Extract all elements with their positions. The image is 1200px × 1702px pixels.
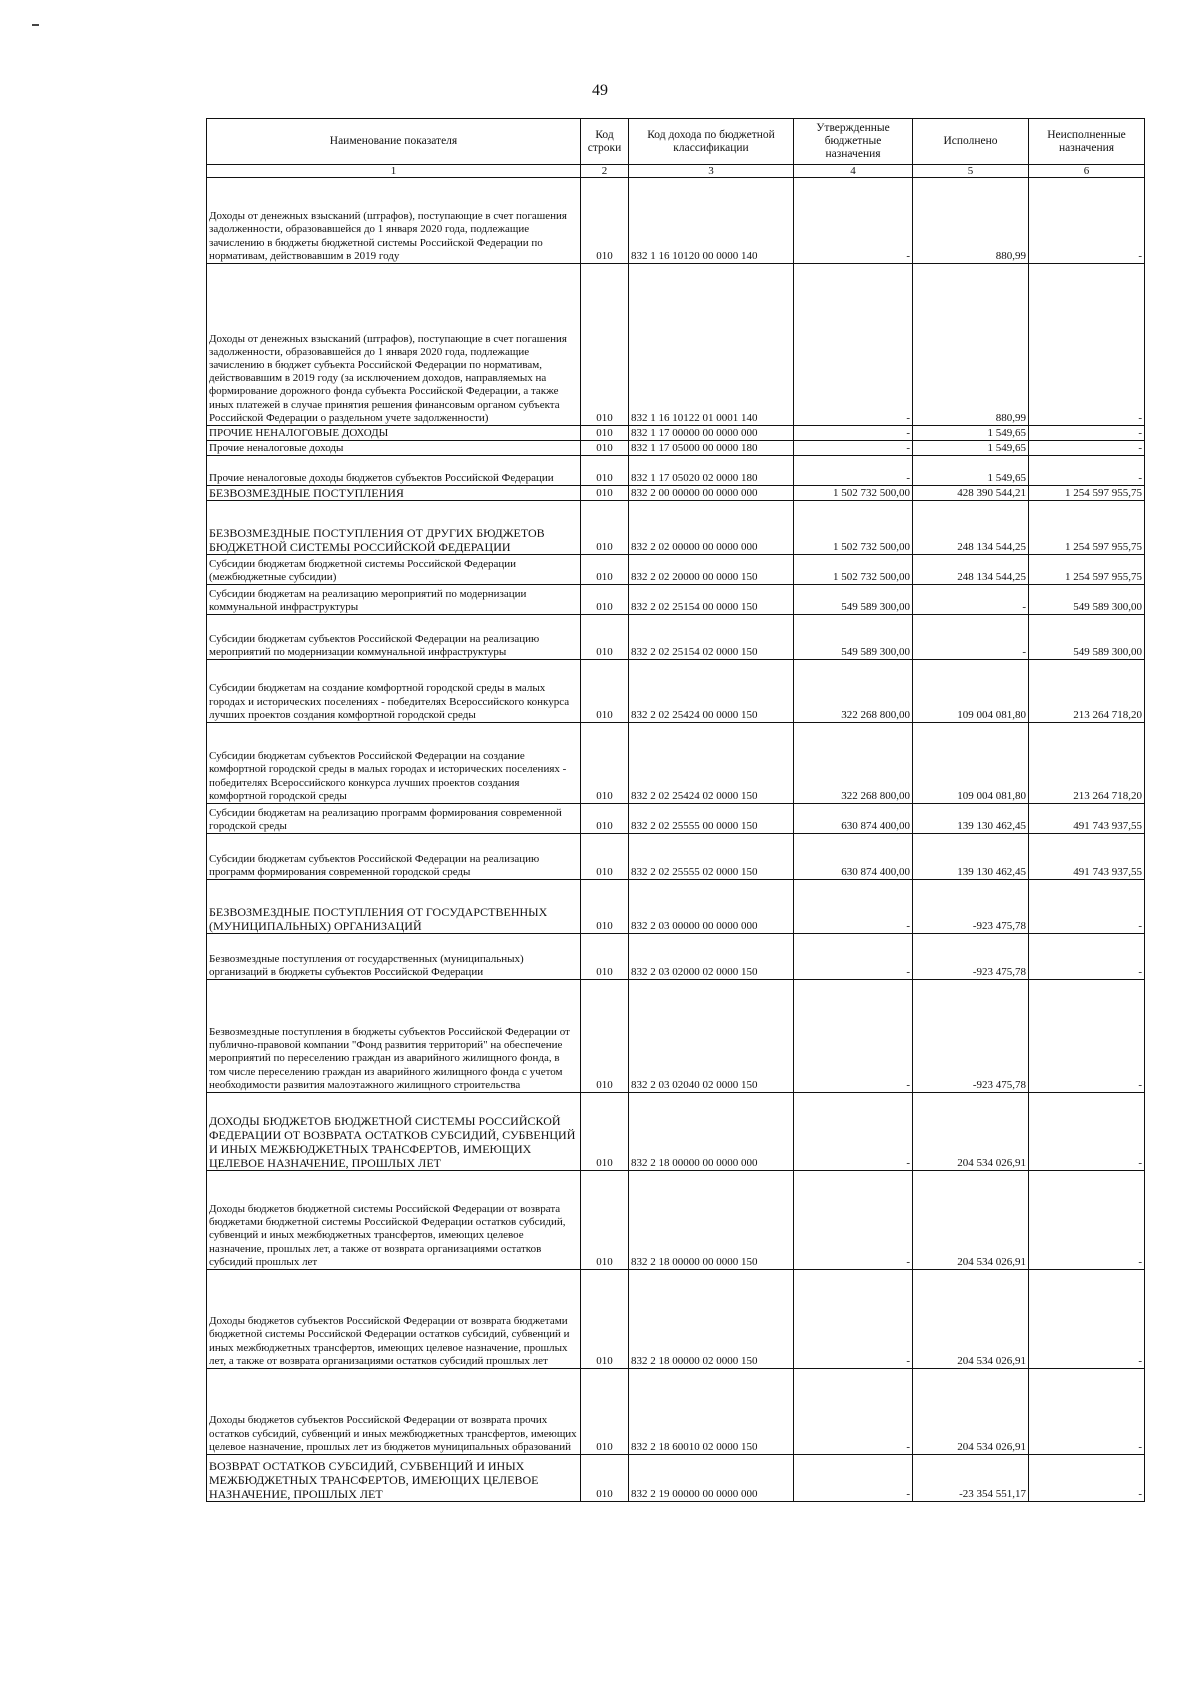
row-name: Прочие неналоговые доходы бюджетов субъектов Российской Федерации [207, 456, 581, 486]
row-approved: 322 268 800,00 [794, 723, 913, 804]
income-report-table [206, 118, 1145, 1502]
row-line-code: 010 [581, 723, 629, 804]
row-name: Безвозмездные поступления от государственных (муниципальных) организаций в бюджеты субъектов Российской Федерации [207, 934, 581, 980]
row-executed: -923 475,78 [913, 980, 1029, 1093]
row-line-code: 010 [581, 980, 629, 1093]
row-income-code: 832 2 02 25154 00 0000 150 [629, 585, 794, 615]
row-name: Субсидии бюджетам субъектов Российской Федерации на создание комфортной городской среды в малых городах и исторических поселениях - победителях Всероссийского конкурса лучших проектов создания комфортной городской среды [207, 723, 581, 804]
row-executed: 204 534 026,91 [913, 1171, 1029, 1270]
header-approved: Утвержденные бюджетные назначения [794, 119, 913, 165]
row-executed: -923 475,78 [913, 934, 1029, 980]
row-name: Доходы от денежных взысканий (штрафов), поступающие в счет погашения задолженности, образовавшейся до 1 января 2020 года, подлежащие зачислению в бюджет субъекта Российской Федерации по нормативам, действовавшим в 2019 году (за исключением доходов, направляемых на формирование дорожного фонда субъекта Российской Федерации, а также иных платежей в случае принятия решения финансовым органом субъекта Российской Федерации о раздельном учете задолженности) [207, 264, 581, 426]
row-name: Прочие неналоговые доходы [207, 441, 581, 456]
row-executed: 204 534 026,91 [913, 1270, 1029, 1369]
row-unexecuted: 213 264 718,20 [1029, 723, 1145, 804]
row-executed: 248 134 544,25 [913, 555, 1029, 585]
row-executed: 1 549,65 [913, 441, 1029, 456]
row-approved: 322 268 800,00 [794, 660, 913, 723]
table-row [207, 615, 1145, 660]
header-name: Наименование показателя [207, 119, 581, 165]
row-approved: 549 589 300,00 [794, 585, 913, 615]
row-name: Доходы бюджетов субъектов Российской Федерации от возврата бюджетами бюджетной системы Российской Федерации остатков субсидий, субвенций и иных межбюджетных трансфертов, имеющих целевое назначение, прошлых лет, а также от возврата организациями остатков субсидий прошлых лет [207, 1270, 581, 1369]
table-row [207, 1455, 1145, 1502]
page-number: 49 [592, 82, 608, 99]
row-unexecuted: - [1029, 1369, 1145, 1455]
row-unexecuted: - [1029, 1093, 1145, 1171]
row-line-code: 010 [581, 804, 629, 834]
row-unexecuted: - [1029, 441, 1145, 456]
row-line-code: 010 [581, 1270, 629, 1369]
row-executed: 1 549,65 [913, 426, 1029, 441]
row-income-code: 832 2 18 00000 00 0000 000 [629, 1093, 794, 1171]
row-unexecuted: - [1029, 264, 1145, 426]
row-approved: 1 502 732 500,00 [794, 486, 913, 501]
table-row [207, 555, 1145, 585]
row-line-code: 010 [581, 585, 629, 615]
row-executed: 880,99 [913, 178, 1029, 264]
row-income-code: 832 2 18 00000 00 0000 150 [629, 1171, 794, 1270]
row-line-code: 010 [581, 1455, 629, 1502]
column-number-row [207, 165, 1145, 178]
row-line-code: 010 [581, 426, 629, 441]
table-row [207, 804, 1145, 834]
header-row [207, 119, 1145, 165]
row-unexecuted: - [1029, 934, 1145, 980]
row-approved: 1 502 732 500,00 [794, 501, 913, 555]
row-line-code: 010 [581, 834, 629, 880]
row-income-code: 832 2 02 20000 00 0000 150 [629, 555, 794, 585]
row-executed: 139 130 462,45 [913, 804, 1029, 834]
row-unexecuted: - [1029, 1455, 1145, 1502]
row-executed: 139 130 462,45 [913, 834, 1029, 880]
row-unexecuted: - [1029, 980, 1145, 1093]
table-row [207, 456, 1145, 486]
row-income-code: 832 2 18 00000 02 0000 150 [629, 1270, 794, 1369]
row-unexecuted: 491 743 937,55 [1029, 804, 1145, 834]
row-line-code: 010 [581, 660, 629, 723]
row-approved: - [794, 1369, 913, 1455]
row-income-code: 832 1 17 00000 00 0000 000 [629, 426, 794, 441]
row-name: Доходы бюджетов субъектов Российской Федерации от возврата прочих остатков субсидий, субвенций и иных межбюджетных трансфертов, имеющих целевое назначение, прошлых лет из бюджетов муниципальных образований [207, 1369, 581, 1455]
scan-mark [32, 24, 39, 26]
row-income-code: 832 1 17 05020 02 0000 180 [629, 456, 794, 486]
row-line-code: 010 [581, 615, 629, 660]
column-number: 5 [913, 165, 1029, 178]
row-approved: - [794, 1093, 913, 1171]
row-name: ДОХОДЫ БЮДЖЕТОВ БЮДЖЕТНОЙ СИСТЕМЫ РОССИЙСКОЙ ФЕДЕРАЦИИ ОТ ВОЗВРАТА ОСТАТКОВ СУБСИДИЙ, СУБВЕНЦИЙ И ИНЫХ МЕЖБЮДЖЕТНЫХ ТРАНСФЕРТОВ, ИМЕЮЩИХ ЦЕЛЕВОЕ НАЗНАЧЕНИЕ, ПРОШЛЫХ ЛЕТ [207, 1093, 581, 1171]
row-name: Субсидии бюджетам на реализацию программ формирования современной городской среды [207, 804, 581, 834]
column-number: 3 [629, 165, 794, 178]
row-approved: - [794, 880, 913, 934]
row-approved: - [794, 178, 913, 264]
row-unexecuted: - [1029, 456, 1145, 486]
table-row [207, 1270, 1145, 1369]
row-income-code: 832 1 16 10120 00 0000 140 [629, 178, 794, 264]
row-executed: - [913, 615, 1029, 660]
table-row [207, 980, 1145, 1093]
row-approved: 1 502 732 500,00 [794, 555, 913, 585]
row-unexecuted: 491 743 937,55 [1029, 834, 1145, 880]
row-name: Субсидии бюджетам субъектов Российской Федерации на реализацию мероприятий по модернизации коммунальной инфраструктуры [207, 615, 581, 660]
row-name: БЕЗВОЗМЕЗДНЫЕ ПОСТУПЛЕНИЯ ОТ ДРУГИХ БЮДЖЕТОВ БЮДЖЕТНОЙ СИСТЕМЫ РОССИЙСКОЙ ФЕДЕРАЦИИ [207, 501, 581, 555]
row-unexecuted: - [1029, 1270, 1145, 1369]
row-line-code: 010 [581, 501, 629, 555]
row-income-code: 832 2 02 25555 00 0000 150 [629, 804, 794, 834]
row-approved: - [794, 264, 913, 426]
table-row [207, 723, 1145, 804]
header-unexecuted: Неисполненные назначения [1029, 119, 1145, 165]
row-name: Доходы от денежных взысканий (штрафов), поступающие в счет погашения задолженности, образовавшейся до 1 января 2020 года, подлежащие зачислению в бюджеты бюджетной системы Российской Федерации по нормативам, действовавшим в 2019 году [207, 178, 581, 264]
table-row [207, 486, 1145, 501]
row-name: Субсидии бюджетам субъектов Российской Федерации на реализацию программ формирования современной городской среды [207, 834, 581, 880]
row-income-code: 832 2 02 25424 02 0000 150 [629, 723, 794, 804]
row-unexecuted: - [1029, 880, 1145, 934]
row-executed: 1 549,65 [913, 456, 1029, 486]
row-name: Доходы бюджетов бюджетной системы Российской Федерации от возврата бюджетами бюджетной системы Российской Федерации остатков субсидий, субвенций и иных межбюджетных трансфертов, имеющих целевое назначение, прошлых лет, а также от возврата организациями остатков субсидий прошлых лет [207, 1171, 581, 1270]
row-income-code: 832 2 03 02000 02 0000 150 [629, 934, 794, 980]
row-unexecuted: 1 254 597 955,75 [1029, 555, 1145, 585]
row-income-code: 832 2 03 00000 00 0000 000 [629, 880, 794, 934]
table-row [207, 501, 1145, 555]
row-executed: 204 534 026,91 [913, 1369, 1029, 1455]
row-line-code: 010 [581, 178, 629, 264]
row-income-code: 832 2 02 00000 00 0000 000 [629, 501, 794, 555]
row-income-code: 832 2 02 25154 02 0000 150 [629, 615, 794, 660]
row-approved: 630 874 400,00 [794, 804, 913, 834]
row-unexecuted: - [1029, 426, 1145, 441]
row-line-code: 010 [581, 264, 629, 426]
row-name: Субсидии бюджетам на реализацию мероприятий по модернизации коммунальной инфраструктуры [207, 585, 581, 615]
row-approved: - [794, 934, 913, 980]
row-name: Субсидии бюджетам на создание комфортной городской среды в малых городах и исторических поселениях - победителях Всероссийского конкурса лучших проектов создания комфортной городской среды [207, 660, 581, 723]
table-row [207, 264, 1145, 426]
row-income-code: 832 1 17 05000 00 0000 180 [629, 441, 794, 456]
table-row [207, 426, 1145, 441]
row-income-code: 832 2 00 00000 00 0000 000 [629, 486, 794, 501]
row-executed: 109 004 081,80 [913, 660, 1029, 723]
header-line-code: Код строки [581, 119, 629, 165]
row-approved: 630 874 400,00 [794, 834, 913, 880]
table-row [207, 1369, 1145, 1455]
row-line-code: 010 [581, 486, 629, 501]
row-name: Безвозмездные поступления в бюджеты субъектов Российской Федерации от публично-правовой компании "Фонд развития территорий" на обеспечение мероприятий по переселению граждан из аварийного жилищного фонда, в том числе переселению граждан из аварийного жилищного фонда с учетом необходимости развития малоэтажного жилищного строительства [207, 980, 581, 1093]
row-line-code: 010 [581, 441, 629, 456]
row-name: ПРОЧИЕ НЕНАЛОГОВЫЕ ДОХОДЫ [207, 426, 581, 441]
row-approved: - [794, 1455, 913, 1502]
table-row [207, 1093, 1145, 1171]
row-executed: 248 134 544,25 [913, 501, 1029, 555]
row-unexecuted: 213 264 718,20 [1029, 660, 1145, 723]
row-income-code: 832 1 16 10122 01 0001 140 [629, 264, 794, 426]
row-name: ВОЗВРАТ ОСТАТКОВ СУБСИДИЙ, СУБВЕНЦИЙ И ИНЫХ МЕЖБЮДЖЕТНЫХ ТРАНСФЕРТОВ, ИМЕЮЩИХ ЦЕЛЕВОЕ НАЗНАЧЕНИЕ, ПРОШЛЫХ ЛЕТ [207, 1455, 581, 1502]
row-approved: 549 589 300,00 [794, 615, 913, 660]
row-executed: -23 354 551,17 [913, 1455, 1029, 1502]
row-executed: 109 004 081,80 [913, 723, 1029, 804]
row-income-code: 832 2 03 02040 02 0000 150 [629, 980, 794, 1093]
row-approved: - [794, 1270, 913, 1369]
row-name: БЕЗВОЗМЕЗДНЫЕ ПОСТУПЛЕНИЯ [207, 486, 581, 501]
row-line-code: 010 [581, 456, 629, 486]
row-line-code: 010 [581, 555, 629, 585]
column-number: 4 [794, 165, 913, 178]
row-unexecuted: 549 589 300,00 [1029, 615, 1145, 660]
row-approved: - [794, 1171, 913, 1270]
row-approved: - [794, 441, 913, 456]
row-executed: - [913, 585, 1029, 615]
row-line-code: 010 [581, 1171, 629, 1270]
row-unexecuted: 549 589 300,00 [1029, 585, 1145, 615]
row-executed: -923 475,78 [913, 880, 1029, 934]
row-line-code: 010 [581, 880, 629, 934]
header-executed: Исполнено [913, 119, 1029, 165]
row-approved: - [794, 980, 913, 1093]
column-number: 6 [1029, 165, 1145, 178]
row-line-code: 010 [581, 1093, 629, 1171]
row-unexecuted: - [1029, 1171, 1145, 1270]
table-row [207, 834, 1145, 880]
table-row [207, 880, 1145, 934]
column-number: 2 [581, 165, 629, 178]
table-row [207, 441, 1145, 456]
row-unexecuted: 1 254 597 955,75 [1029, 486, 1145, 501]
row-executed: 428 390 544,21 [913, 486, 1029, 501]
row-unexecuted: 1 254 597 955,75 [1029, 501, 1145, 555]
row-line-code: 010 [581, 934, 629, 980]
column-number: 1 [207, 165, 581, 178]
row-line-code: 010 [581, 1369, 629, 1455]
table-row [207, 934, 1145, 980]
table-row [207, 178, 1145, 264]
row-income-code: 832 2 02 25424 00 0000 150 [629, 660, 794, 723]
header-income-code: Код дохода по бюджетной классификации [629, 119, 794, 165]
row-unexecuted: - [1029, 178, 1145, 264]
row-name: БЕЗВОЗМЕЗДНЫЕ ПОСТУПЛЕНИЯ ОТ ГОСУДАРСТВЕННЫХ (МУНИЦИПАЛЬНЫХ) ОРГАНИЗАЦИЙ [207, 880, 581, 934]
row-approved: - [794, 456, 913, 486]
row-executed: 204 534 026,91 [913, 1093, 1029, 1171]
table-row [207, 585, 1145, 615]
row-income-code: 832 2 02 25555 02 0000 150 [629, 834, 794, 880]
table-row [207, 1171, 1145, 1270]
row-approved: - [794, 426, 913, 441]
row-income-code: 832 2 18 60010 02 0000 150 [629, 1369, 794, 1455]
table-row [207, 660, 1145, 723]
row-executed: 880,99 [913, 264, 1029, 426]
row-income-code: 832 2 19 00000 00 0000 000 [629, 1455, 794, 1502]
row-name: Субсидии бюджетам бюджетной системы Российской Федерации (межбюджетные субсидии) [207, 555, 581, 585]
